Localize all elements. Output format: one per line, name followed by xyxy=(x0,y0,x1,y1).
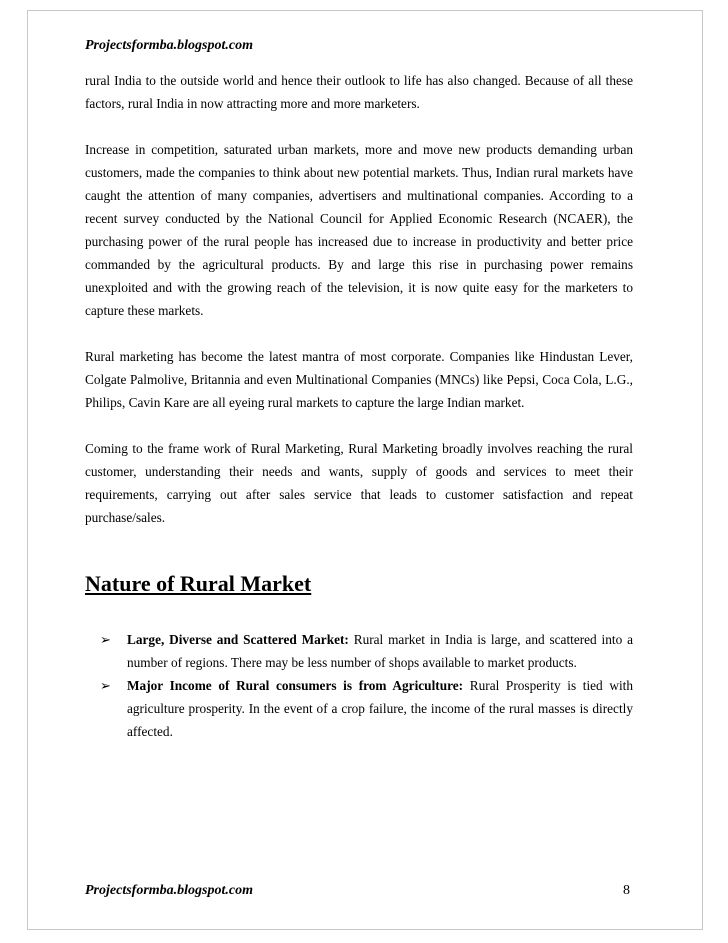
header-site: Projectsformba.blogspot.com xyxy=(85,38,253,53)
paragraph: Increase in competition, saturated urban markets, more and move new products demanding urban customers, made the companies to think about new potential markets. Thus, Indian rural markets have caught the attention of many companies, advertisers and multinational companies. According to a recent survey conducted by the National Council for Applied Economic Research (NCAER), the purchasing power of the rural people has increased due to increase in productivity and better price commanded by the agricultural products. By and large this rise in purchasing power remains unexploited and with the growing reach of the television, it is now quite easy for the marketers to capture these markets. xyxy=(85,142,633,318)
page-content xyxy=(85,69,633,743)
arrowhead-bullet-icon: ➢ xyxy=(100,632,111,647)
bullet-text: Rural Prosperity is tied with agriculture prosperity. In the event of a crop failure, the income of the rural masses is directly affected. xyxy=(127,678,633,739)
arrowhead-bullet-icon: ➢ xyxy=(100,678,111,693)
paragraph: Rural marketing has become the latest mantra of most corporate. Companies like Hindustan Lever, Colgate Palmolive, Britannia and even Multinational Companies (MNCs) like Pepsi, Coca Cola, L.G., Philips, Cavin Kare are all eyeing rural markets to capture the large Indian market. xyxy=(85,349,633,410)
list-item xyxy=(100,628,633,674)
page-number: 8 xyxy=(623,883,630,898)
section-title: Nature of Rural Market xyxy=(85,571,312,596)
bullet-heading: Major Income of Rural consumers is from Agriculture: xyxy=(127,678,464,693)
paragraph: rural India to the outside world and hence their outlook to life has also changed. Because of all these factors, rural India in now attracting more and more marketers. xyxy=(85,73,633,111)
bullet-heading: Large, Diverse and Scattered Market: xyxy=(127,632,349,647)
paragraph: Coming to the frame work of Rural Marketing, Rural Marketing broadly involves reaching the rural customer, understanding their needs and wants, supply of goods and services to meet their requirements, carrying out after sales service that leads to customer satisfaction and repeat purchase/sales. xyxy=(85,441,633,525)
bullet-list xyxy=(85,628,633,743)
footer-site: Projectsformba.blogspot.com xyxy=(85,883,253,898)
list-item xyxy=(100,674,633,743)
bullet-text: Rural market in India is large, and scattered into a number of regions. There may be less number of shops available to market products. xyxy=(127,632,633,670)
